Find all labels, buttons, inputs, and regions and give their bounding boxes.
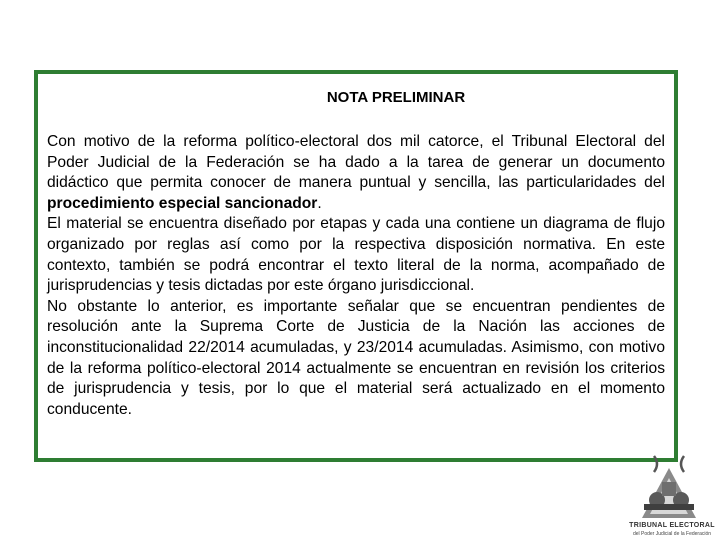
- paragraph-1: [47, 132, 665, 214]
- paragraph-1-end: .: [317, 194, 322, 212]
- note-title: NOTA PRELIMINAR: [326, 89, 466, 106]
- paragraph-2: El material se encuentra diseñado por etapas y cada una contiene un diagrama de flujo organizado por reglas así como por la respectiva disposición normativa. En este contexto, también se podrá encontrar el texto literal de la norma, acompañado de jurisprudencias y tesis dictadas por este órgano jurisdiccional.: [47, 215, 665, 295]
- note-box: [34, 70, 678, 462]
- paragraph-1-text: Con motivo de la reforma político-electoral dos mil catorce, el Tribunal Electoral del Poder Judicial de la Federación se ha dado a la tarea de generar un documento didáctico que permita conocer de manera puntual y sencilla, las particularidades del: [47, 133, 665, 192]
- logo-title: TRIBUNAL ELECTORAL: [629, 522, 715, 529]
- note-body: [47, 132, 665, 420]
- logo-subtitle: del Poder Judicial de la Federación: [632, 531, 712, 537]
- tribunal-logo: [624, 452, 720, 540]
- paragraph-1-bold: procedimiento especial sancionador: [47, 194, 318, 212]
- paragraph-3: No obstante lo anterior, es importante señalar que se encuentran pendientes de resolución ante la Suprema Corte de Justicia de la Nación las acciones de inconstitucionalidad 22/2014 acumuladas, y 23/2014 acumuladas. Asimismo, con motivo de la reforma político-electoral 2014 actualmente se encuentran en revisión los criterios de jurisprudencia y tesis, por lo que el material será actualizado en el momento conducente.: [47, 297, 665, 418]
- tribunal-emblem-icon: [624, 452, 720, 522]
